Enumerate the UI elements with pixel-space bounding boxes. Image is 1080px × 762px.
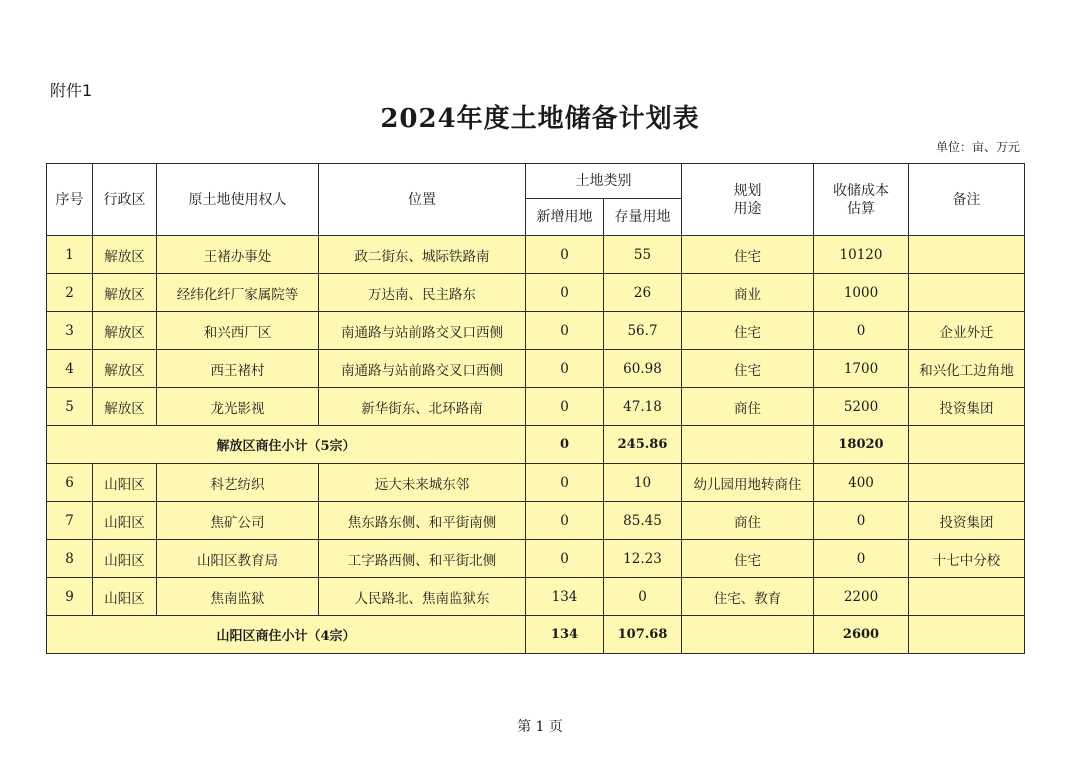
table-row [47, 236, 1025, 274]
cell-planned-use: 商住 [682, 388, 814, 426]
cell-district: 解放区 [93, 274, 157, 312]
cell-seq: 8 [47, 540, 93, 578]
cell-seq: 2 [47, 274, 93, 312]
cell-owner: 经纬化纤厂家属院等 [157, 274, 319, 312]
subtotal-planned-use [682, 426, 814, 464]
cell-district: 山阳区 [93, 464, 157, 502]
land-reserve-table [46, 163, 1025, 654]
subtotal-new-land: 134 [526, 616, 604, 654]
subtotal-stock-land: 107.68 [604, 616, 682, 654]
cell-planned-use: 商住 [682, 502, 814, 540]
cell-cost: 400 [814, 464, 909, 502]
unit-note: 单位：亩、万元 [935, 140, 1020, 154]
table-row [47, 464, 1025, 502]
cell-seq: 7 [47, 502, 93, 540]
cell-planned-use: 住宅 [682, 312, 814, 350]
cell-stock-land: 85.45 [604, 502, 682, 540]
header-stock-land: 存量用地 [604, 199, 682, 236]
cell-stock-land: 10 [604, 464, 682, 502]
page-number: 第 1 页 [517, 719, 563, 735]
cell-owner: 和兴西厂区 [157, 312, 319, 350]
cell-location: 人民路北、焦南监狱东 [319, 578, 526, 616]
cell-owner: 山阳区教育局 [157, 540, 319, 578]
cell-location: 南通路与站前路交叉口西侧 [319, 312, 526, 350]
cell-location: 远大未来城东邻 [319, 464, 526, 502]
table-row [47, 502, 1025, 540]
subtotal-remark [909, 616, 1025, 654]
cell-location: 政二街东、城际铁路南 [319, 236, 526, 274]
subtotal-row [47, 426, 1025, 464]
cell-new-land: 0 [526, 540, 604, 578]
table-row [47, 312, 1025, 350]
cell-planned-use: 住宅 [682, 350, 814, 388]
cell-cost: 0 [814, 502, 909, 540]
cell-planned-use: 住宅、教育 [682, 578, 814, 616]
table-row [47, 388, 1025, 426]
header-cost: 收储成本 估算 [814, 164, 909, 236]
subtotal-cost: 18020 [814, 426, 909, 464]
header-location: 位置 [319, 164, 526, 236]
cell-owner: 王褚办事处 [157, 236, 319, 274]
cell-new-land: 0 [526, 388, 604, 426]
cell-location: 工字路西侧、和平街北侧 [319, 540, 526, 578]
table-row [47, 274, 1025, 312]
table-body [47, 236, 1025, 654]
cell-remark: 和兴化工边角地 [909, 350, 1025, 388]
subtotal-new-land: 0 [526, 426, 604, 464]
header-planned-use: 规划 用途 [682, 164, 814, 236]
cell-district: 解放区 [93, 388, 157, 426]
cell-remark: 投资集团 [909, 388, 1025, 426]
cell-seq: 5 [47, 388, 93, 426]
cell-stock-land: 47.18 [604, 388, 682, 426]
cell-new-land: 0 [526, 274, 604, 312]
cell-remark: 十七中分校 [909, 540, 1025, 578]
cell-planned-use: 住宅 [682, 236, 814, 274]
cell-cost: 2200 [814, 578, 909, 616]
cell-new-land: 0 [526, 350, 604, 388]
cell-district: 解放区 [93, 350, 157, 388]
cell-remark [909, 236, 1025, 274]
header-remarks: 备注 [909, 164, 1025, 236]
header-seq: 序号 [47, 164, 93, 236]
table-row [47, 350, 1025, 388]
page-title: 2024年度土地储备计划表 [380, 104, 700, 134]
cell-location: 南通路与站前路交叉口西侧 [319, 350, 526, 388]
cell-stock-land: 60.98 [604, 350, 682, 388]
cell-remark: 投资集团 [909, 502, 1025, 540]
header-land-category: 土地类别 [526, 164, 682, 199]
attachment-label: 附件1 [50, 81, 93, 100]
cell-seq: 4 [47, 350, 93, 388]
cell-new-land: 0 [526, 464, 604, 502]
cell-remark [909, 464, 1025, 502]
subtotal-cost: 2600 [814, 616, 909, 654]
cell-cost: 0 [814, 540, 909, 578]
cell-seq: 1 [47, 236, 93, 274]
cell-district: 山阳区 [93, 502, 157, 540]
cell-owner: 龙光影视 [157, 388, 319, 426]
cell-cost: 10120 [814, 236, 909, 274]
cell-remark [909, 578, 1025, 616]
header-new-land: 新增用地 [526, 199, 604, 236]
cell-planned-use: 住宅 [682, 540, 814, 578]
subtotal-planned-use [682, 616, 814, 654]
cell-new-land: 0 [526, 502, 604, 540]
subtotal-stock-land: 245.86 [604, 426, 682, 464]
header-owner: 原土地使用权人 [157, 164, 319, 236]
cell-stock-land: 26 [604, 274, 682, 312]
subtotal-label: 山阳区商住小计（4宗） [47, 616, 526, 654]
cell-planned-use: 商业 [682, 274, 814, 312]
cell-stock-land: 12.23 [604, 540, 682, 578]
cell-stock-land: 56.7 [604, 312, 682, 350]
cell-seq: 3 [47, 312, 93, 350]
subtotal-label: 解放区商住小计（5宗） [47, 426, 526, 464]
header-district: 行政区 [93, 164, 157, 236]
subtotal-row [47, 616, 1025, 654]
cell-district: 解放区 [93, 312, 157, 350]
cell-seq: 6 [47, 464, 93, 502]
cell-location: 焦东路东侧、和平街南侧 [319, 502, 526, 540]
cell-district: 山阳区 [93, 540, 157, 578]
cell-cost: 5200 [814, 388, 909, 426]
cell-owner: 焦南监狱 [157, 578, 319, 616]
subtotal-remark [909, 426, 1025, 464]
cell-district: 解放区 [93, 236, 157, 274]
cell-cost: 1000 [814, 274, 909, 312]
cell-district: 山阳区 [93, 578, 157, 616]
cell-owner: 焦矿公司 [157, 502, 319, 540]
cell-stock-land: 0 [604, 578, 682, 616]
cell-planned-use: 幼儿园用地转商住 [682, 464, 814, 502]
cell-new-land: 0 [526, 312, 604, 350]
table-row [47, 540, 1025, 578]
cell-stock-land: 55 [604, 236, 682, 274]
cell-seq: 9 [47, 578, 93, 616]
table-row [47, 578, 1025, 616]
cell-owner: 西王褚村 [157, 350, 319, 388]
cell-new-land: 134 [526, 578, 604, 616]
cell-cost: 0 [814, 312, 909, 350]
cell-owner: 科艺纺织 [157, 464, 319, 502]
cell-location: 新华街东、北环路南 [319, 388, 526, 426]
cell-remark [909, 274, 1025, 312]
cell-remark: 企业外迁 [909, 312, 1025, 350]
cell-new-land: 0 [526, 236, 604, 274]
cell-cost: 1700 [814, 350, 909, 388]
cell-location: 万达南、民主路东 [319, 274, 526, 312]
